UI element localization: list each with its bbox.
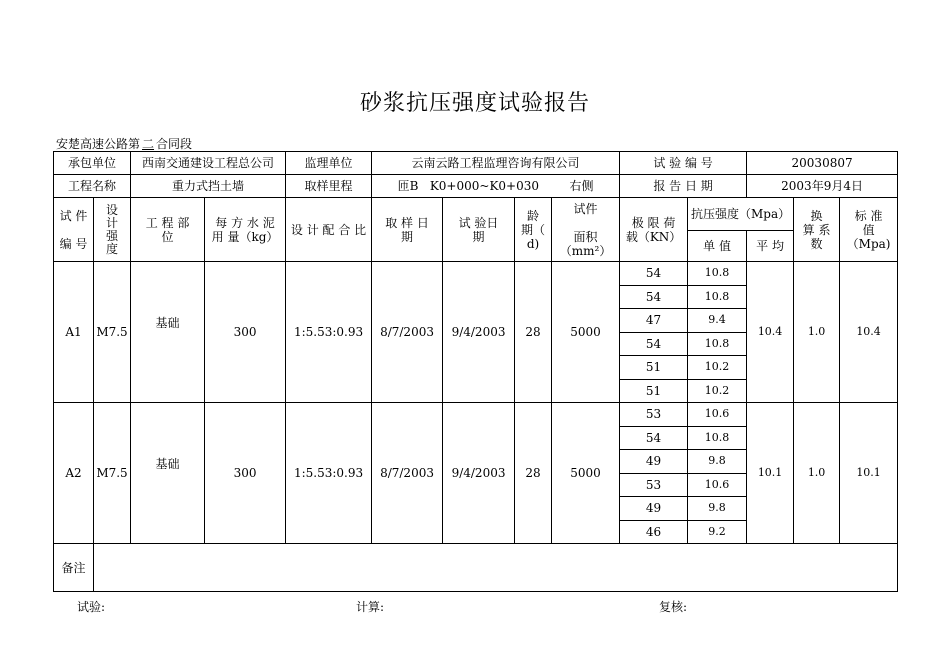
project-part: 基础: [131, 403, 205, 544]
footer-calc: 计算:: [356, 600, 385, 614]
strength-single-value: 9.8: [688, 497, 747, 521]
sampling-value: 匝B K0+000~K0+030 右侧: [372, 175, 620, 198]
table-row: [54, 403, 898, 427]
header-grade: 设 计 强 度: [94, 198, 131, 262]
project-value: 重力式挡土墙: [131, 175, 286, 198]
remarks-label: 备注: [54, 544, 94, 592]
mix-ratio: 1:5.53:0.93: [286, 403, 372, 544]
strength-single-value: 10.6: [688, 473, 747, 497]
ultimate-load: 46: [620, 520, 688, 544]
ultimate-load: 47: [620, 309, 688, 333]
specimen-id: A1: [54, 262, 94, 403]
strength-single-value: 10.2: [688, 356, 747, 380]
ultimate-load: 54: [620, 285, 688, 309]
ultimate-load: 54: [620, 262, 688, 286]
strength-single-value: 9.4: [688, 309, 747, 333]
test-date: 9/4/2003: [443, 403, 515, 544]
mix-ratio: 1:5.53:0.93: [286, 262, 372, 403]
ultimate-load: 54: [620, 426, 688, 450]
strength-single-value: 10.8: [688, 332, 747, 356]
strength-single-value: 10.2: [688, 379, 747, 403]
cement-amount: 300: [205, 403, 286, 544]
remarks-row: [54, 544, 898, 592]
header-factor: 换 算 系 数: [794, 198, 840, 262]
header-test-date: 试 验日 期: [443, 198, 515, 262]
remarks-value: [94, 544, 898, 592]
supervisor-label: 监理单位: [286, 152, 372, 175]
test-date: 9/4/2003: [443, 262, 515, 403]
report-date-label: 报 告 日 期: [620, 175, 747, 198]
strength-single-value: 10.8: [688, 426, 747, 450]
footer-review: 复核:: [659, 600, 688, 614]
design-grade: M7.5: [94, 403, 131, 544]
standard-value: 10.1: [840, 403, 898, 544]
contractor-label: 承包单位: [54, 152, 131, 175]
ultimate-load: 49: [620, 497, 688, 521]
report-table: [53, 151, 898, 592]
ultimate-load: 51: [620, 356, 688, 380]
ultimate-load: 49: [620, 450, 688, 474]
ultimate-load: 53: [620, 473, 688, 497]
ultimate-load: 54: [620, 332, 688, 356]
test-no-label: 试 验 编 号: [620, 152, 747, 175]
strength-single-value: 10.8: [688, 262, 747, 286]
header-strength: 抗压强度（Mpa）: [688, 198, 794, 231]
standard-value: 10.4: [840, 262, 898, 403]
conversion-factor: 1.0: [794, 262, 840, 403]
specimen-id: A2: [54, 403, 94, 544]
header-single: 单 值: [688, 231, 747, 262]
strength-average: 10.1: [747, 403, 794, 544]
header-load: 极 限 荷 载（KN）: [620, 198, 688, 262]
contract-prefix: 安楚高速公路第: [56, 137, 141, 151]
header-std: 标 准 值 （Mpa): [840, 198, 898, 262]
project-label: 工程名称: [54, 175, 131, 198]
header-avg: 平 均: [747, 231, 794, 262]
header-mix: 设 计 配 合 比: [286, 198, 372, 262]
contract-suffix: 合同段: [156, 137, 193, 151]
header-row-1: [54, 198, 898, 231]
ultimate-load: 51: [620, 379, 688, 403]
sampling-label: 取样里程: [286, 175, 372, 198]
test-no-value: 20030807: [747, 152, 898, 175]
info-row-2: [54, 175, 898, 198]
strength-average: 10.4: [747, 262, 794, 403]
specimen-area: 5000: [552, 262, 620, 403]
info-row-1: [54, 152, 898, 175]
age-days: 28: [515, 262, 552, 403]
footer-test: 试验:: [77, 600, 106, 614]
header-part: 工 程 部 位: [131, 198, 205, 262]
header-specimen: 试 件 编 号: [54, 198, 94, 262]
strength-single-value: 9.8: [688, 450, 747, 474]
contract-number: 二: [142, 137, 155, 151]
project-part: 基础: [131, 262, 205, 403]
contractor-value: 西南交通建设工程总公司: [131, 152, 286, 175]
ultimate-load: 53: [620, 403, 688, 427]
header-cement: 每 方 水 泥 用 量（kg）: [205, 198, 286, 262]
report-date-value: 2003年9月4日: [747, 175, 898, 198]
report-title: 砂浆抗压强度试验报告: [359, 91, 590, 116]
conversion-factor: 1.0: [794, 403, 840, 544]
strength-single-value: 10.6: [688, 403, 747, 427]
sample-date: 8/7/2003: [372, 403, 443, 544]
specimen-area: 5000: [552, 403, 620, 544]
table-row: [54, 262, 898, 286]
header-age: 龄 期（ d): [515, 198, 552, 262]
age-days: 28: [515, 403, 552, 544]
strength-single-value: 10.8: [688, 285, 747, 309]
contract-line: [56, 135, 192, 152]
sample-date: 8/7/2003: [372, 262, 443, 403]
supervisor-value: 云南云路工程监理咨询有限公司: [372, 152, 620, 175]
cement-amount: 300: [205, 262, 286, 403]
strength-single-value: 9.2: [688, 520, 747, 544]
header-sample-date: 取 样 日 期: [372, 198, 443, 262]
header-area: 试件 面积 （mm²）: [552, 198, 620, 262]
design-grade: M7.5: [94, 262, 131, 403]
